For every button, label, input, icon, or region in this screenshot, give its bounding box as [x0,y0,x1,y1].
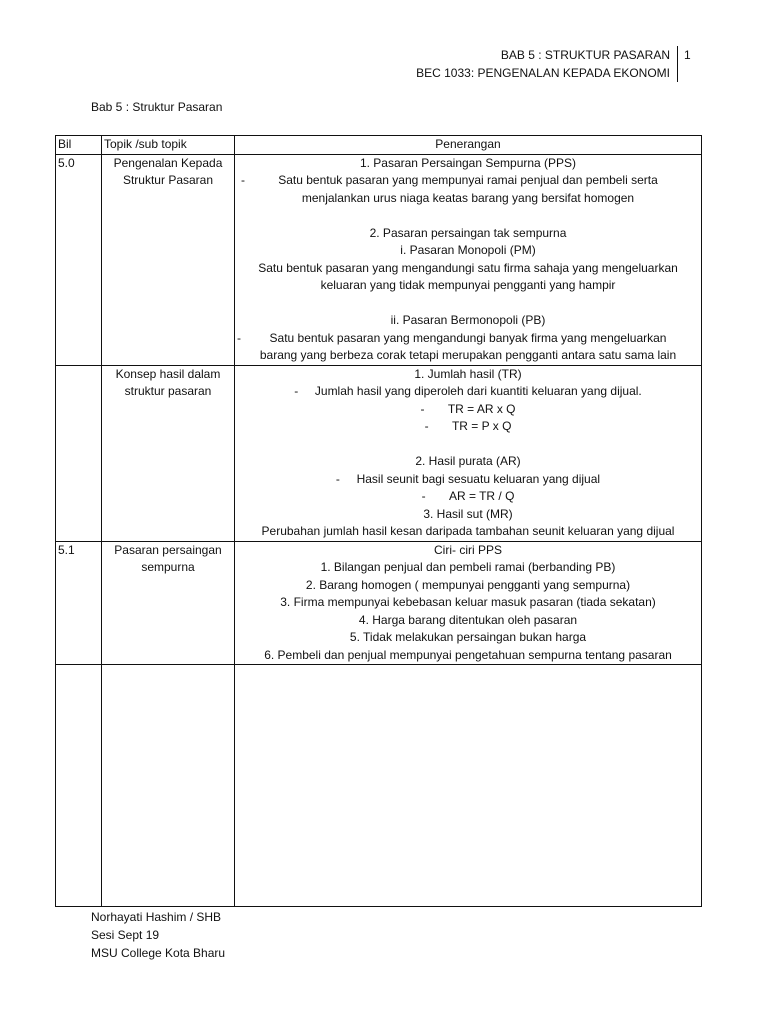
desc-line: menjalankan urus niaga keatas barang yang bersifat homogen [301,190,635,205]
row-description [235,154,702,365]
desc-line: 3. Firma mempunyai kebebasan keluar masuk pasaran (tiada sekatan) [280,595,656,609]
empty-cell [56,665,102,907]
table-row-empty [56,665,702,907]
desc-line: keluaran yang tidak mempunyai pengganti yang hampir [320,278,616,292]
desc-line: - Jumlah hasil yang diperoleh dari kuantiti keluaran yang dijual. [294,384,642,398]
row-bil [56,365,102,541]
desc-line: ii. Pasaran Bermonopoli (PB) [390,313,546,327]
footer-college: MSU College Kota Bharu [91,946,226,960]
page-header [416,46,670,82]
row-bil: 5.0 [56,154,102,365]
desc-line: - AR = TR / Q [421,489,515,503]
header-divider [677,46,678,82]
header-topik: Topik /sub topik [102,136,235,155]
desc-line: i. Pasaran Monopoli (PM) [400,243,536,257]
empty-cell [102,665,235,907]
desc-line: 1. Pasaran Persaingan Sempurna (PPS) [359,155,577,170]
desc-line: Perubahan jumlah hasil kesan daripada tambahan seunit keluaran yang dijual [261,524,675,538]
desc-line: 4. Harga barang ditentukan oleh pasaran [358,612,578,627]
content-table [55,135,702,907]
row-description [235,541,702,665]
table-row [56,541,702,665]
table-row [56,154,702,365]
desc-line: 6. Pembeli dan penjual mempunyai pengetahuan sempurna tentang pasaran [264,647,672,662]
page-number: 1 [684,48,691,62]
desc-line: - Satu bentuk pasaran yang mengandungi banyak firma yang mengeluarkan [237,330,667,345]
desc-line: 2. Pasaran persaingan tak sempurna [369,225,567,240]
chapter-title: BAB 5 : STRUKTUR PASARAN [500,48,670,62]
desc-line: Satu bentuk pasaran yang mengandungi satu firma sahaja yang mengeluarkan [258,260,678,275]
table-header-row [56,136,702,155]
row-topic: Konsep hasil dalam struktur pasaran [102,365,235,541]
document-title: Bab 5 : Struktur Pasaran [91,100,223,114]
row-topic: Pengenalan Kepada Struktur Pasaran [102,154,235,365]
desc-line: 1. Jumlah hasil (TR) [414,366,522,381]
desc-line: 2. Barang homogen ( mempunyai pengganti yang sempurna) [305,577,631,592]
header-bil: Bil [56,136,102,155]
desc-line: barang yang berbeza corak tetapi merupakan pengganti antara satu sama lain [259,348,677,362]
page-footer [91,908,225,962]
desc-line: - TR = P x Q [424,419,512,433]
desc-line: - Satu bentuk pasaran yang mempunyai ramai penjual dan pembeli serta [241,173,658,187]
course-title: BEC 1033: PENGENALAN KEPADA EKONOMI [416,66,670,80]
footer-session: Sesi Sept 19 [91,928,160,942]
row-description [235,365,702,541]
desc-line: - TR = AR x Q [420,401,516,416]
empty-cell [235,665,702,907]
row-topic: Pasaran persaingan sempurna [102,541,235,665]
desc-line: 2. Hasil purata (AR) [415,454,521,468]
footer-author: Norhayati Hashim / SHB [91,910,222,924]
desc-line: 5. Tidak melakukan persaingan bukan harga [349,630,587,644]
header-penerangan: Penerangan [235,136,702,155]
desc-line: 3. Hasil sut (MR) [423,506,513,521]
table-row [56,365,702,541]
desc-line: Ciri- ciri PPS [434,542,502,557]
desc-line: - Hasil seunit bagi sesuatu keluaran yang dijual [335,471,601,486]
row-bil: 5.1 [56,541,102,665]
desc-line: 1. Bilangan penjual dan pembeli ramai (berbanding PB) [320,560,616,574]
